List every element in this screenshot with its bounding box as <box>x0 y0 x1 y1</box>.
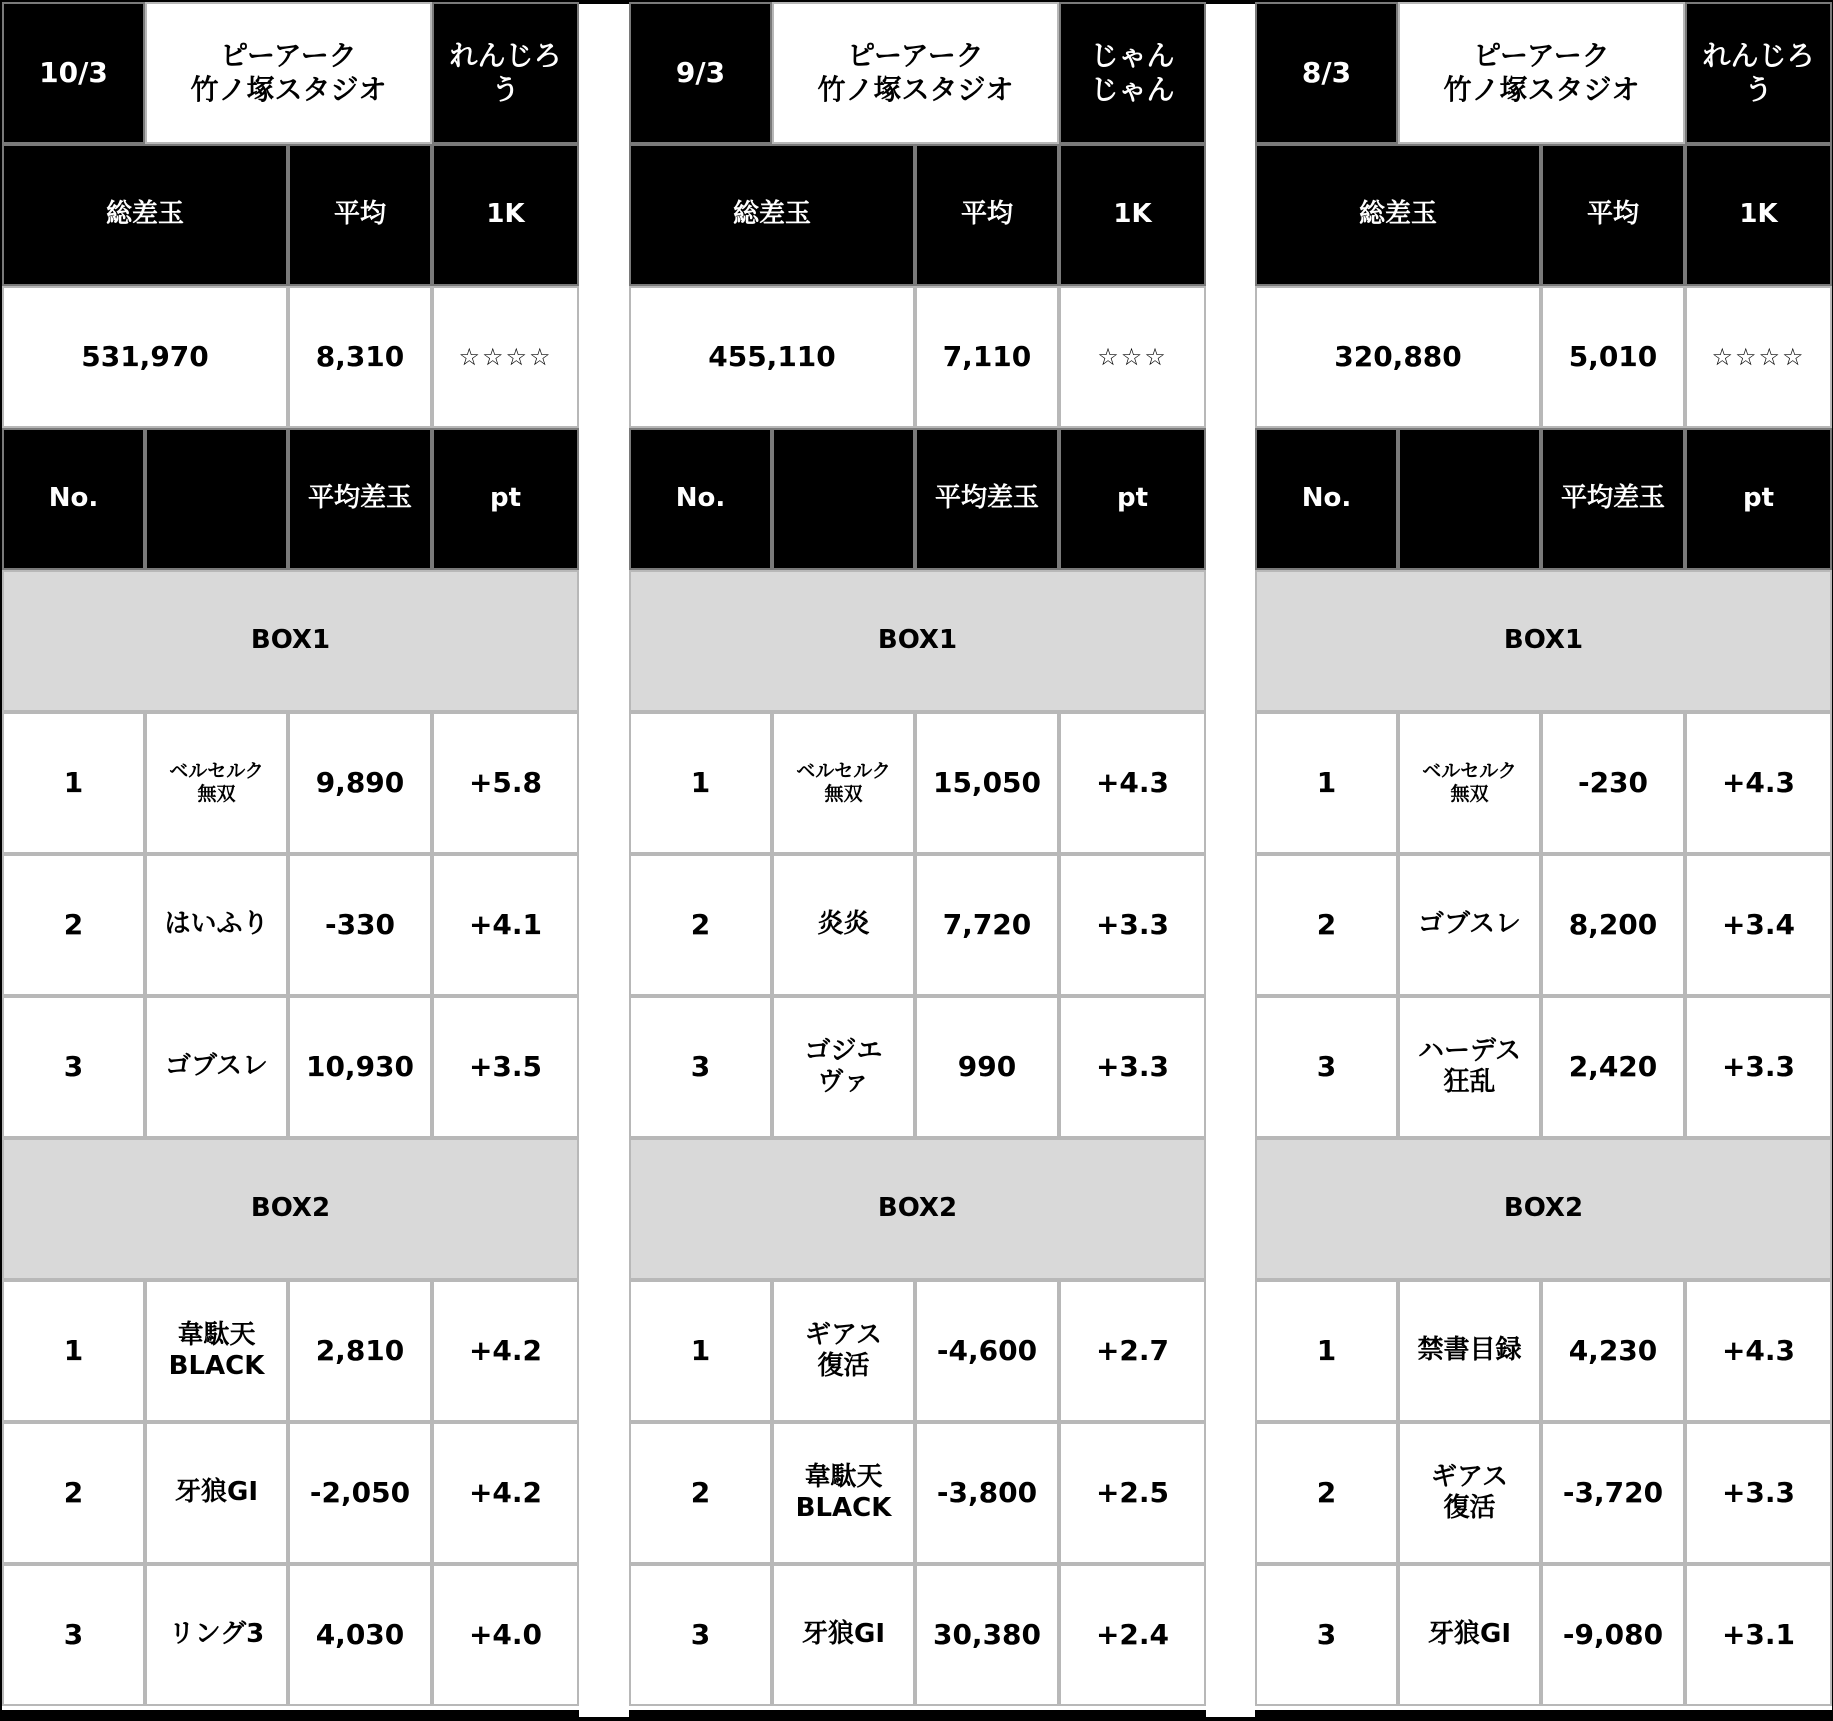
pt-value: +3.3 <box>1059 996 1206 1138</box>
row-number: 1 <box>629 1280 772 1422</box>
reporter-name <box>1685 2 1832 144</box>
pt-value: +3.3 <box>1685 996 1832 1138</box>
machine-name-line: 牙狼GI <box>801 1619 885 1650</box>
rating-header: 1K <box>1685 144 1832 286</box>
row-number: 3 <box>2 1564 145 1706</box>
row-number: 1 <box>2 1280 145 1422</box>
no-header: No. <box>2 428 145 570</box>
reporter-name-line: う <box>1744 73 1773 106</box>
machine-name-line: ベルセルク <box>1422 760 1517 783</box>
store-name <box>772 2 1059 144</box>
rating-stars: ☆☆☆☆ <box>432 286 579 428</box>
machine-name <box>772 1280 915 1422</box>
machine-name-line: BLACK <box>168 1351 265 1381</box>
machine-name <box>772 712 915 854</box>
panel-gap <box>1206 0 1255 1721</box>
machine-name <box>145 1564 288 1706</box>
reporter-name <box>432 2 579 144</box>
avg-diff-value: -330 <box>288 854 432 996</box>
pt-value: +3.3 <box>1059 854 1206 996</box>
machine-name-lines <box>796 760 891 806</box>
rating-header: 1K <box>1059 144 1206 286</box>
machine-name-lines <box>1428 1619 1511 1650</box>
average-value: 5,010 <box>1541 286 1685 428</box>
row-number: 1 <box>629 712 772 854</box>
machine-header <box>772 428 915 570</box>
machine-name-lines <box>1418 909 1521 940</box>
avg-diff-value: 10,930 <box>288 996 432 1138</box>
machine-name-line: 韋駄天 <box>177 1319 256 1350</box>
machine-name-lines <box>169 1320 265 1382</box>
machine-name <box>1398 1422 1541 1564</box>
avg-diff-value: 30,380 <box>915 1564 1059 1706</box>
machine-name-lines <box>169 1619 265 1650</box>
average-header: 平均 <box>288 144 432 286</box>
machine-name <box>772 1564 915 1706</box>
machine-header <box>1398 428 1541 570</box>
avg-diff-value: -4,600 <box>915 1280 1059 1422</box>
average-value: 7,110 <box>915 286 1059 428</box>
machine-name <box>1398 1564 1541 1706</box>
report-panel <box>2 2 579 1710</box>
row-number: 2 <box>1255 1422 1398 1564</box>
machine-name-line: 無双 <box>197 783 236 805</box>
average-value: 8,310 <box>288 286 432 428</box>
box-label: BOX2 <box>629 1138 1206 1280</box>
pt-value: +4.1 <box>432 854 579 996</box>
avg-diff-value: 4,030 <box>288 1564 432 1706</box>
avg-diff-header: 平均差玉 <box>288 428 432 570</box>
machine-name-lines <box>164 909 268 940</box>
machine-name <box>145 854 288 996</box>
machine-name-lines <box>1431 1462 1508 1524</box>
avg-diff-value: 15,050 <box>915 712 1059 854</box>
machine-name-line: ゴブスレ <box>165 1051 268 1082</box>
box-label: BOX1 <box>2 570 579 712</box>
row-number: 3 <box>1255 1564 1398 1706</box>
machine-name-line: 復活 <box>817 1351 870 1381</box>
machine-header <box>145 428 288 570</box>
machine-name-lines <box>817 909 869 940</box>
avg-diff-value: -2,050 <box>288 1422 432 1564</box>
machine-name-line: 牙狼GI <box>1427 1619 1511 1650</box>
pt-value: +3.5 <box>432 996 579 1138</box>
pt-value: +3.1 <box>1685 1564 1832 1706</box>
machine-name-lines <box>802 1619 885 1650</box>
date-cell: 10/3 <box>2 2 145 144</box>
machine-name-line: 韋駄天 <box>804 1461 883 1492</box>
avg-diff-value: -3,720 <box>1541 1422 1685 1564</box>
total-header: 総差玉 <box>2 144 288 286</box>
reporter-name-line: れんじろ <box>449 39 562 73</box>
box-label: BOX1 <box>1255 570 1832 712</box>
machine-name-lines <box>175 1477 258 1508</box>
machine-name-line: はいふり <box>164 909 269 940</box>
machine-name-line: ベルセルク <box>169 760 264 783</box>
machine-name-line: 狂乱 <box>1443 1067 1496 1097</box>
row-number: 2 <box>629 854 772 996</box>
pt-value: +4.0 <box>432 1564 579 1706</box>
reporter-name-line: れんじろ <box>1702 39 1815 73</box>
reporter-name-line: う <box>491 73 520 106</box>
rating-stars: ☆☆☆ <box>1059 286 1206 428</box>
panel-gap <box>579 0 629 1721</box>
avg-diff-header: 平均差玉 <box>915 428 1059 570</box>
avg-diff-value: 990 <box>915 996 1059 1138</box>
store-name-line: ピーアーク <box>847 39 984 73</box>
row-number: 3 <box>629 996 772 1138</box>
row-number: 3 <box>1255 996 1398 1138</box>
machine-name-line: ハーデス <box>1418 1035 1521 1066</box>
machine-name-line: BLACK <box>795 1493 892 1523</box>
no-header: No. <box>629 428 772 570</box>
gap-top-border <box>579 0 629 4</box>
pt-header: pt <box>1059 428 1206 570</box>
machine-name-line: リング3 <box>168 1619 265 1650</box>
reporter-name-lines <box>1090 39 1174 106</box>
no-header: No. <box>1255 428 1398 570</box>
gap-bottom-border <box>579 1717 629 1721</box>
row-number: 2 <box>629 1422 772 1564</box>
row-number: 1 <box>1255 1280 1398 1422</box>
machine-name <box>145 1422 288 1564</box>
machine-name-line: ギアス <box>805 1319 882 1350</box>
gap-bottom-border <box>1206 1717 1255 1721</box>
pt-value: +4.3 <box>1685 712 1832 854</box>
rating-header: 1K <box>432 144 579 286</box>
machine-name <box>1398 1280 1541 1422</box>
machine-name-line: 牙狼GI <box>174 1477 258 1508</box>
store-name-line: 竹ノ塚スタジオ <box>1443 73 1640 106</box>
machine-name-line: ヴァ <box>817 1067 870 1097</box>
row-number: 2 <box>2 1422 145 1564</box>
box-label: BOX2 <box>1255 1138 1832 1280</box>
total-value: 320,880 <box>1255 286 1541 428</box>
row-number: 1 <box>2 712 145 854</box>
avg-diff-value: 2,810 <box>288 1280 432 1422</box>
pt-value: +5.8 <box>432 712 579 854</box>
avg-diff-value: 7,720 <box>915 854 1059 996</box>
machine-name-line: 無双 <box>824 783 863 805</box>
machine-name-lines <box>805 1320 882 1382</box>
machine-name-line: 復活 <box>1443 1493 1496 1523</box>
reporter-name-lines <box>1702 39 1814 106</box>
machine-name-line: 炎炎 <box>817 909 870 940</box>
machine-name-line: ゴブスレ <box>1418 909 1521 940</box>
pt-value: +2.4 <box>1059 1564 1206 1706</box>
machine-name-lines <box>804 1036 882 1098</box>
reporter-name-line: じゃん <box>1090 73 1175 106</box>
pt-value: +4.3 <box>1059 712 1206 854</box>
store-name-line: ピーアーク <box>220 39 357 73</box>
reporter-name-lines <box>449 39 561 106</box>
date-cell: 9/3 <box>629 2 772 144</box>
rating-stars: ☆☆☆☆ <box>1685 286 1832 428</box>
avg-diff-value: -3,800 <box>915 1422 1059 1564</box>
machine-name-lines <box>796 1462 892 1524</box>
machine-name <box>145 1280 288 1422</box>
avg-diff-value: 2,420 <box>1541 996 1685 1138</box>
total-header: 総差玉 <box>629 144 915 286</box>
box-label: BOX1 <box>629 570 1206 712</box>
pt-value: +3.4 <box>1685 854 1832 996</box>
row-number: 3 <box>2 996 145 1138</box>
store-name-lines <box>190 39 386 106</box>
machine-name <box>772 854 915 996</box>
total-value: 455,110 <box>629 286 915 428</box>
report-panel <box>629 2 1206 1710</box>
machine-name-lines <box>169 760 264 806</box>
avg-diff-value: 4,230 <box>1541 1280 1685 1422</box>
avg-diff-value: 8,200 <box>1541 854 1685 996</box>
avg-diff-value: -230 <box>1541 712 1685 854</box>
machine-name <box>1398 712 1541 854</box>
store-name-lines <box>1443 39 1639 106</box>
machine-name <box>145 712 288 854</box>
total-value: 531,970 <box>2 286 288 428</box>
avg-diff-value: -9,080 <box>1541 1564 1685 1706</box>
pt-value: +4.2 <box>432 1280 579 1422</box>
pt-header: pt <box>1685 428 1832 570</box>
row-number: 2 <box>2 854 145 996</box>
machine-name-line: ゴジエ <box>804 1035 883 1066</box>
machine-name <box>145 996 288 1138</box>
store-name-line: 竹ノ塚スタジオ <box>817 73 1014 106</box>
machine-name <box>1398 854 1541 996</box>
gap-top-border <box>1206 0 1255 4</box>
pt-value: +3.3 <box>1685 1422 1832 1564</box>
avg-diff-value: 9,890 <box>288 712 432 854</box>
machine-name-line: ギアス <box>1431 1461 1508 1492</box>
pt-value: +4.3 <box>1685 1280 1832 1422</box>
machine-name <box>772 1422 915 1564</box>
row-number: 3 <box>629 1564 772 1706</box>
store-name-lines <box>817 39 1013 106</box>
date-cell: 8/3 <box>1255 2 1398 144</box>
store-name <box>145 2 432 144</box>
pt-value: +4.2 <box>432 1422 579 1564</box>
total-header: 総差玉 <box>1255 144 1541 286</box>
machine-name <box>1398 996 1541 1138</box>
machine-name-line: ベルセルク <box>796 760 891 783</box>
average-header: 平均 <box>915 144 1059 286</box>
store-name-line: ピーアーク <box>1473 39 1610 73</box>
machine-name-lines <box>1422 760 1517 806</box>
row-number: 2 <box>1255 854 1398 996</box>
machine-name <box>772 996 915 1138</box>
reporter-name <box>1059 2 1206 144</box>
avg-diff-header: 平均差玉 <box>1541 428 1685 570</box>
machine-name-lines <box>1418 1036 1521 1098</box>
store-name <box>1398 2 1685 144</box>
machine-name-lines <box>165 1051 268 1082</box>
report-panel <box>1255 2 1832 1710</box>
machine-name-line: 無双 <box>1450 783 1489 805</box>
box-label: BOX2 <box>2 1138 579 1280</box>
store-name-line: 竹ノ塚スタジオ <box>190 73 387 106</box>
pt-header: pt <box>432 428 579 570</box>
pt-value: +2.5 <box>1059 1422 1206 1564</box>
row-number: 1 <box>1255 712 1398 854</box>
machine-name-lines <box>1417 1335 1521 1366</box>
pt-value: +2.7 <box>1059 1280 1206 1422</box>
reporter-name-line: じゃん <box>1090 39 1175 73</box>
machine-name-line: 禁書目録 <box>1417 1335 1522 1366</box>
average-header: 平均 <box>1541 144 1685 286</box>
